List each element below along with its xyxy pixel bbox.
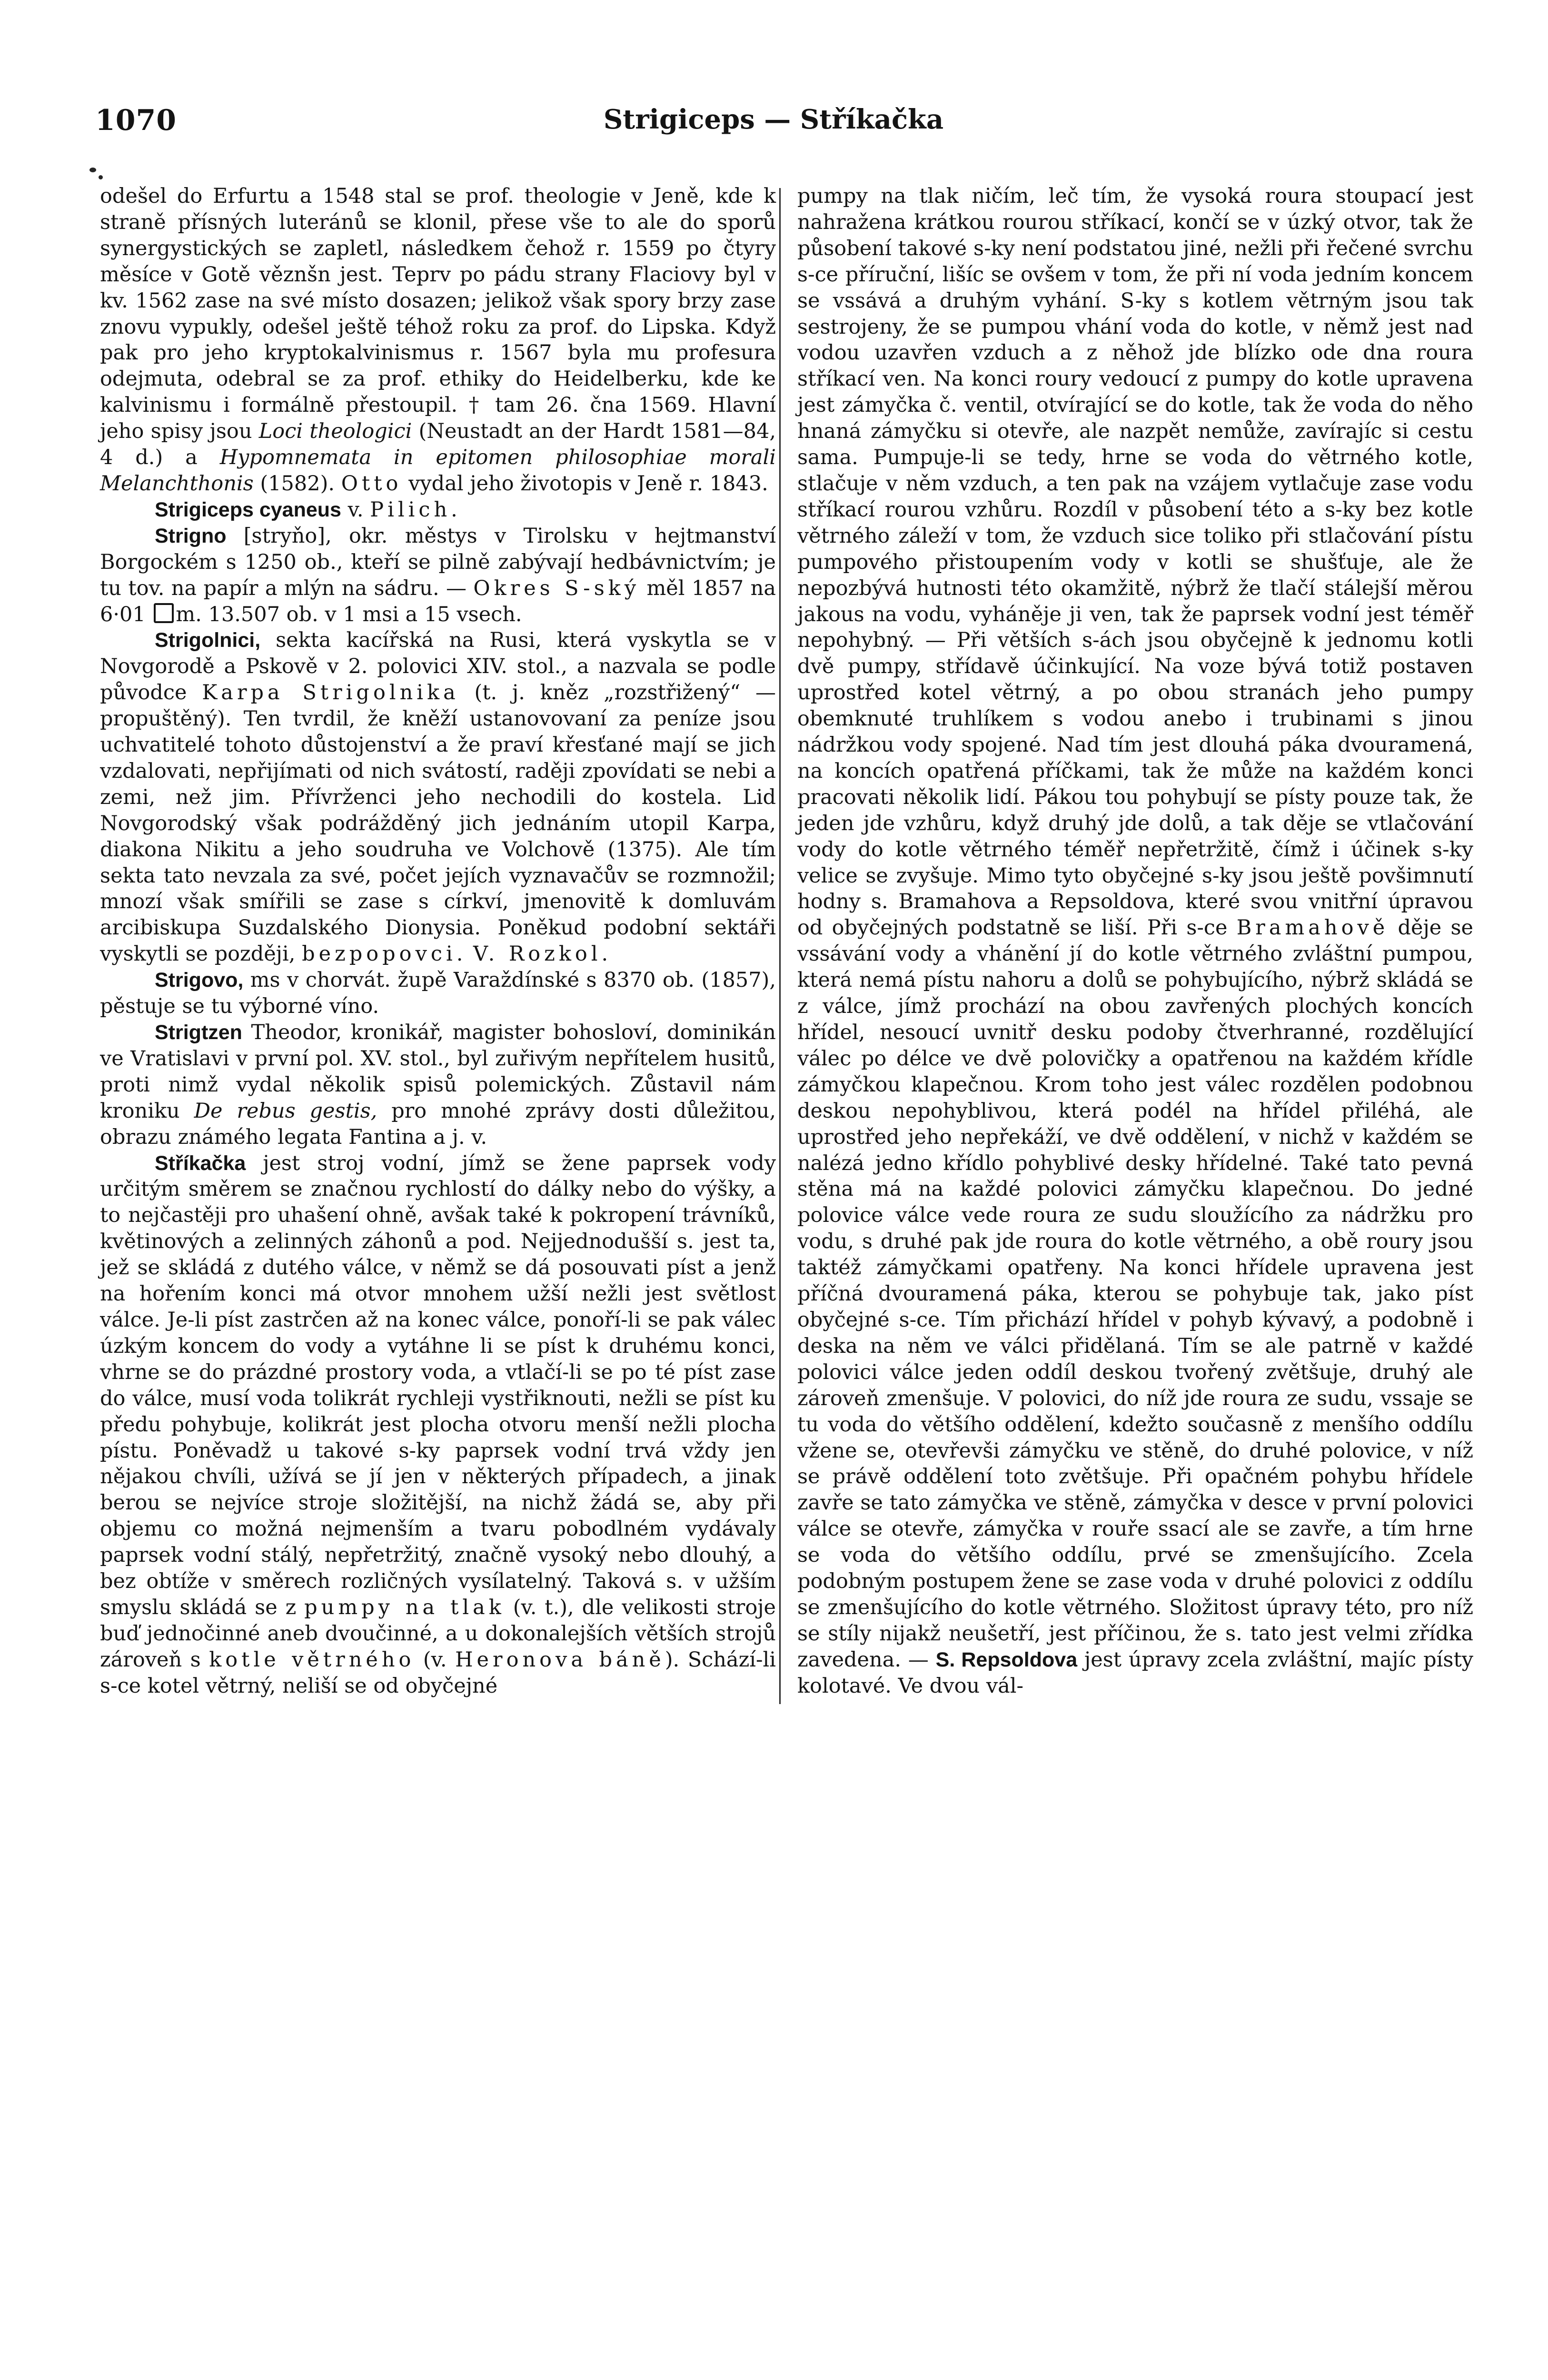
entry-strigiceps-cyaneus: Strigiceps cyaneus v. Pilich.	[155, 497, 461, 522]
entry-continuation: pumpy na tlak ničím, leč tím, že vysoká roura stoupací jest nahražena krátkou rourou stříkací, končí se v úzký otvor, tak že působení takové s-ky není podstatou jiné, nežli při řečené svrchu s-ce příruční, lišíc se ovšem v tom, že při ní voda jedním koncem se vssává a druhým vyhání. S-ky s kotlem větrným jsou tak sestrojeny, že se pumpou vhání voda do kotle, v němž jest nad vodou uzavřen vzduch a z něhož jde blízko ode dna roura stříkací ven. Na konci roury vedoucí z pumpy do kotle upravena jest zámyčka č. ventil, otvírající se do kotle, tak že voda do něho hnaná zámyčku si otevře, ale nazpět nemůže, zavírajíc si cestu sama. Pumpuje-li se tedy, hrne se voda do větrného kotle, stlačuje v něm vzduch, a ten pak na vzájem vytlačuje zase vodu stříkací rourou vzhůru. Rozdíl v působení této a s-ky bez kotle větrného záleží v tom, že vzduch sice toliko při stlačování pístu pumpového přistoupením vody v kotli se shušťuje, ale že nepozbývá hutnosti této okamžitě, nýbrž že tlačí stálejší měrou jakous na vodu, vyháněje ji ven, tak že paprsek vodní jest téměř nepohybný. — Při větších s-ách jsou obyčejně k jednomu kotli dvě pumpy, střídavě účinkující. Na voze bývá totiž postaven uprostřed kotel větrný, a po obou stranách jeho pumpy obemknuté truhlíkem s vodou anebo i trubinami s jinou nádržkou vody spojené. Nad tím jest dlouhá páka dvouramená, na koncích opatřená příčkami, tak že může na každém konci pracovati několik lidí. Pákou tou pohybují se písty pouze tak, že jeden jde vzhůru, když druhý jde dolů, a tak děje se vtlačování vody do kotle větrného téměř nepřetržitě, čímž i účinek s-ky velice se zvyšuje. Mimo tyto obyčejné s-ky jsou ještě povšimnutí hodny s. Bramahova a Repsoldova, které svou vnitřní úpravou od obyčejných podstatně se liší. Při s-ce Bramahově děje se vssávání vody a vhánění jí do kotle větrného zvláštní pumpou, která nemá pístu nahoru a dolů se pohybujícího, nýbrž skládá se z válce, jímž prochází na obou zavřených plochých koncích hřídel, nesoucí uvnitř desku podoby čtverhranné, rozdělující válec po délce ve dvě polovičky a opatřenou na každém křídle zámyčkou klapečnou. Krom toho jest válec rozdělen podobnou deskou nepohyblivou, která podél na hřídel přiléhá, ale uprostřed jeho nepřekáží, ve dvě oddělení, v nichž v každém se nalézá jedno křídlo pohyblivé desky hřídelné. Také tato pevná stěna má na každé polovici zámyčku klapečnou. Do jedné polovice válce vede roura ze sudu sloužícího za nádržku pro vodu, s druhé pak jde roura do kotle větrného, a obě roury jsou taktéž zámyčkami opatřeny. Na konci hřídele upravena jest příčná dvouramená páka, kterou se pohybuje tak, jako píst obyčejné s-ce. Tím přichází hřídel v pohyb kývavý, a podobně i deska na něm ve válci přidělaná. Tím se ale patrně v každé polovici válce jeden oddíl deskou tvořený zvětšuje, druhý ale zároveň zmenšuje. V polovici, do níž jde roura ze sudu, vssaje se tu voda do většího oddělení, kdežto současně z menšího oddílu vžene se, otevřevši zámyčku ve stěně, do druhé polovice, v níž se právě oddělení toto zvětšuje. Při opačném pohybu hřídele zavře se tato zámyčka ve stěně, zámyčka v desce v první polovici válce se otevře, zámyčka v rouře ssací ale se zavře, a tím hrne se voda do většího oddílu, prvé se zmenšujícího. Zcela podobným postupem žene se zase voda v druhé polovici z oddílu se zmenšujícího do kotle větrného. Složitost úpravy této, pro níž se stíly nijakž neušetří, jest příčinou, že s. tato jest velmi zřídka zavedena. — S. Repsoldova jest úpravy zcela zvláštní, majíc písty kolotavé. Ve dvou vál-	[797, 184, 1474, 1698]
left-column	[100, 183, 776, 1699]
entry-strigovo: Strigovo, ms v chorvát. župě Varaždínské s 8370 ob. (1857), pěstuje se tu výborné víno.	[100, 968, 776, 1019]
running-head: Strigiceps — Stříkačka	[603, 104, 944, 135]
author-signature: V. Rozkol.	[473, 942, 612, 966]
headword: Strigiceps cyaneus	[155, 498, 341, 521]
entry-strigtzen: Strigtzen Theodor, kronikář, magister bohosloví, dominikán ve Vratislavi v první pol. XV. stol., byl zuřivým nepřítelem husitů, proti nimž vydal několik spisů polemických. Zůstavil nám kroniku De rebus gestis, pro mnohé zprávy dosti důležitou, obrazu známého legata Fantina a j. v.	[100, 1021, 776, 1149]
right-column	[797, 183, 1473, 1699]
headword: Strigolnici,	[155, 629, 261, 652]
entry-continuation: odešel do Erfurtu a 1548 stal se prof. theologie v Jeně, kde k straně přísných luteránů se klonil, přese vše to ale do sporů synergystických se zapletl, následkem čehož r. 1559 po čtyry měsíce v Gotě věznšn jest. Teprv po pádu strany Flaciovy byl v kv. 1562 zase na své místo dosazen; jelikož však spory brzy zase znovu vypukly, odešel ještě téhož roku za prof. do Lipska. Když pak pro jeho kryptokalvinismus r. 1567 byla mu profesura odejmuta, odebral se za prof. ethiky do Heidelberku, kde ke kalvinismu i formálně přestoupil. † tam 26. čna 1569. Hlavní jeho spisy jsou Loci theologici (Neustadt an der Hardt 1581—84, 4 d.) a Hypomnemata in epitomen philosophiae morali Melanchthonis (1582). Otto vydal jeho životopis v Jeně r. 1843.	[100, 184, 776, 496]
print-speck-mark	[89, 168, 96, 172]
headword: Strigtzen	[155, 1021, 242, 1044]
entry-strigno: Strigno [stryňo], okr. městys v Tirolsku v hejtmanství Borgockém s 1250 ob., kteří se pilně zabývají hedbávnictvím; je tu tov. na papír a mlýn na sádru. — Okres S-ský měl 1857 na 6·01 m. 13.507 ob. v 1 msi a 15 vsech.	[100, 524, 776, 626]
entry-strigolnici: Strigolnici, sekta kacířská na Rusi, která vyskytla se v Novgorodě a Pskově v 2. polovici XIV. stol., a nazvala se podle původce Karpa Strigolnika (t. j. kněz „rozstřižený“ — propuštěný). Ten tvrdil, že kněží ustanovovaní za peníze jsou uchvatitelé tohoto důstojenství a že praví křesťané mají se jich vzdalovati, nepřijímati od nich svátostí, raději zpovídati se nebi a zemi, než jim. Přívrženci jeho nechodili do kostela. Lid Novgorodský však podrážděný jich jednáním utopil Karpa, diakona Nikitu a jeho soudruha ve Volchově (1375). Ale tím sekta tato nevzala za své, počet jejích vyznavačův se rozmnožil; mnozí však smířili se zase s církví, jmenovitě k domluvám arcibiskupa Suzdalského Dionysia. Poněkud podobní sektáři vyskytli se později, bezpopovci. V. Rozkol.	[100, 628, 776, 966]
headword: Strigovo,	[155, 969, 244, 992]
page-number: 1070	[95, 104, 177, 137]
headword: Strigno	[155, 524, 227, 547]
square-symbol-icon	[154, 603, 174, 623]
headword: Stříkačka	[155, 1151, 246, 1175]
print-speck-mark	[99, 175, 103, 179]
entry-strikacka: Stříkačka jest stroj vodní, jímž se žene paprsek vody určitým směrem se značnou rychlostí do dálky nebo do výšky, a to nejčastěji pro uhašení ohně, avšak také k pokropení trávníků, květinových a zelinných záhonů a pod. Nejjednodušší s. jest ta, jež se skládá z dutého válce, v němž se dá posouvati píst a jenž na hořením konci má otvor mnohem užší nežli jest světlost válce. Je-li píst zastrčen až na konec válce, ponoří-li se pak válec úzkým koncem do vody a vytáhne li se píst k druhému konci, vhrne se do prázdné prostory voda, a vtlačí-li se po té píst zase do válce, musí voda tolikrát rychleji vystřiknouti, nežli se píst ku předu pohybuje, kolikrát jest plocha otvoru menší nežli plocha pístu. Poněvadž u takové s-ky paprsek vodní trvá vždy jen nějakou chvíli, užívá se jí jen v některých případech, a jinak berou se nejvíce stroje složitější, na nichž žádá se, aby při objemu co možná nejmenším a tvaru pobodlném vydávaly paprsek vodní stálý, nepřetržitý, značně vysoký nebo dlouhý, a bez obtíže v směrech rozličných vysílatelný. Taková s. v užším smyslu skládá se z pumpy na tlak (v. t.), dle velikosti stroje buď jednočinné aneb dvoučinné, a u dokonalejších větších strojů zároveň s kotle větrného (v. Heronova báně). Schází-li s-ce kotel větrný, neliší se od obyčejné	[100, 1151, 776, 1698]
page-header	[95, 104, 1452, 147]
column-divider	[779, 188, 781, 1704]
